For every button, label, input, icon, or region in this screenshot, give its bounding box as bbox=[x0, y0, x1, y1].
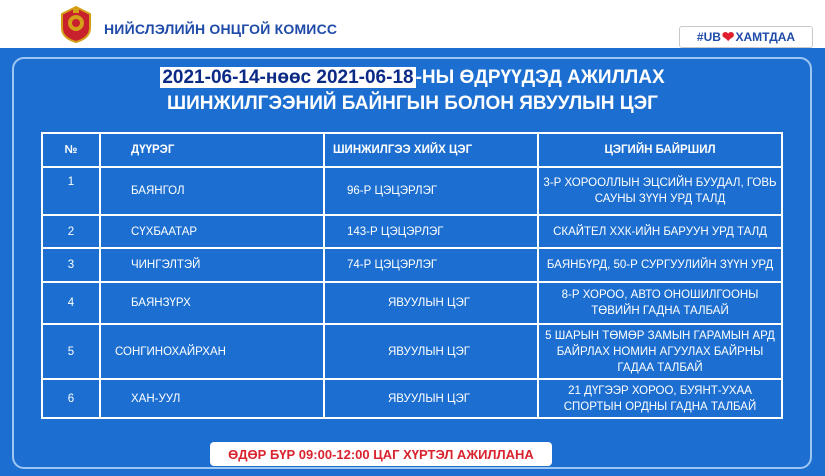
emblem-icon bbox=[56, 4, 96, 44]
row-district: ХАН-УУЛ bbox=[100, 379, 324, 418]
row-number: 2 bbox=[42, 215, 100, 248]
row-point: ЯВУУЛЫН ЦЭГ bbox=[324, 282, 538, 324]
working-hours-banner: ӨДӨР БҮР 09:00-12:00 ЦАГ ХҮРТЭЛ АЖИЛЛАНА bbox=[210, 442, 552, 466]
row-point: ЯВУУЛЫН ЦЭГ bbox=[324, 324, 538, 379]
row-district: БАЯНЗҮРХ bbox=[100, 282, 324, 324]
header-district: ДҮҮРЭГ bbox=[100, 133, 324, 167]
header-location: ЦЭГИЙН БАЙРШИЛ bbox=[538, 133, 782, 167]
table-row bbox=[42, 282, 782, 324]
schedule-table bbox=[41, 132, 783, 419]
title-line-2: ШИНЖИЛГЭЭНИЙ БАЙНГЫН БОЛОН ЯВУУЛЫН ЦЭГ bbox=[167, 93, 658, 114]
table-row bbox=[42, 379, 782, 418]
row-district: СОНГИНОХАЙРХАН bbox=[100, 324, 324, 379]
row-location: 5 ШАРЫН ТӨМӨР ЗАМЫН ГАРАМЫН АРД БАЙРЛАХ НОМИН АГУУЛАХ БАЙРНЫ ГАДАА ТАЛБАЙ bbox=[538, 324, 782, 379]
row-point: ЯВУУЛЫН ЦЭГ bbox=[324, 379, 538, 418]
title-line-1 bbox=[0, 67, 825, 89]
commission-name: НИЙСЛЭЛИЙН ОНЦГОЙ КОМИСС bbox=[104, 21, 338, 37]
row-number: 5 bbox=[42, 324, 100, 379]
title-rest: -НЫ ӨДРҮҮДЭД АЖИЛЛАХ bbox=[415, 67, 665, 88]
table-row bbox=[42, 167, 782, 215]
row-location: БАЯНБҮРД, 50-Р СУРГУУЛИЙН ЗҮҮН УРД bbox=[538, 248, 782, 282]
row-number: 6 bbox=[42, 379, 100, 418]
row-number: 4 bbox=[42, 282, 100, 324]
table-row bbox=[42, 215, 782, 248]
table-row bbox=[42, 324, 782, 379]
row-location: СКАЙТЕЛ ХХК-ИЙН БАРУУН УРД ТАЛД bbox=[538, 215, 782, 248]
row-location: 3-Р ХОРООЛЛЫН ЭЦСИЙН БУУДАЛ, ГОВЬ САУНЫ ЗҮҮН УРД ТАЛД bbox=[538, 167, 782, 215]
row-district: ЧИНГЭЛТЭЙ bbox=[100, 248, 324, 282]
heart-icon: ❤ bbox=[721, 28, 735, 46]
hashtag-prefix: #UB bbox=[696, 30, 721, 44]
row-point: 143-Р ЦЭЦЭРЛЭГ bbox=[324, 215, 538, 248]
table-row bbox=[42, 248, 782, 282]
row-location: 8-Р ХОРОО, АВТО ОНОШИЛГООНЫ ТӨВИЙН ГАДНА ТАЛБАЙ bbox=[538, 282, 782, 324]
row-number: 3 bbox=[42, 248, 100, 282]
row-district: БАЯНГОЛ bbox=[100, 167, 324, 215]
row-number: 1 bbox=[42, 167, 100, 215]
table-header-row bbox=[42, 133, 782, 167]
row-point: 96-Р ЦЭЦЭРЛЭГ bbox=[324, 167, 538, 215]
hashtag-suffix: ХАМТДАА bbox=[735, 30, 796, 44]
header-point: ШИНЖИЛГЭЭ ХИЙХ ЦЭГ bbox=[324, 133, 538, 167]
row-district: СҮХБААТАР bbox=[100, 215, 324, 248]
hashtag-badge bbox=[679, 26, 813, 48]
row-location: 21 ДҮГЭЭР ХОРОО, БУЯНТ-УХАА СПОРТЫН ОРДНЫ ГАДНА ТАЛБАЙ bbox=[538, 379, 782, 418]
date-range: 2021-06-14-нөөс 2021-06-18 bbox=[162, 67, 414, 88]
header-number: № bbox=[42, 133, 100, 167]
row-point: 74-Р ЦЭЦЭРЛЭГ bbox=[324, 248, 538, 282]
